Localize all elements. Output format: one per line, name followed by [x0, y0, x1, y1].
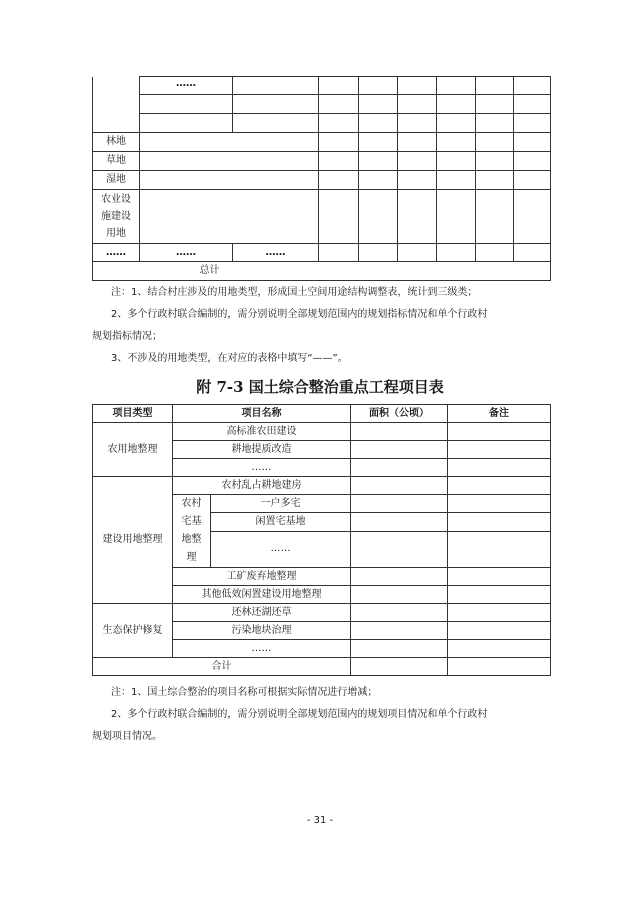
- table-cell: [437, 114, 476, 133]
- table-row: [93, 133, 551, 152]
- table-row: [93, 262, 551, 281]
- table-row: [93, 152, 551, 171]
- agri-line: 用地: [106, 228, 126, 239]
- item-cell: 一户多宅: [211, 495, 351, 513]
- table-cell: [140, 77, 233, 95]
- table-cell: [476, 190, 514, 244]
- table-cell: [351, 459, 448, 477]
- table-cell: [359, 77, 398, 95]
- table-cell: [448, 459, 551, 477]
- type-cell: 农用地整理: [93, 423, 173, 477]
- homestead-line: 宅基: [181, 516, 202, 527]
- table-cell: [398, 133, 437, 152]
- table-cell: [351, 604, 448, 622]
- table-row: [93, 604, 551, 622]
- item-cell: 还林还湖还草: [173, 604, 351, 622]
- homestead-line: 理: [186, 552, 197, 563]
- item-cell: ……: [173, 640, 351, 658]
- table-cell: [398, 190, 437, 244]
- table-cell: [140, 190, 319, 244]
- table-cell: [351, 531, 448, 568]
- table-cell: [448, 586, 551, 604]
- table-cell: [514, 171, 551, 190]
- table-cell: [359, 95, 398, 114]
- table-cell: [476, 133, 514, 152]
- note-5b: 规划项目情况。: [92, 731, 162, 742]
- table-cell: [448, 477, 551, 495]
- table-cell: [359, 133, 398, 152]
- table-cell: [437, 95, 476, 114]
- table-cell: [140, 114, 233, 133]
- table-cell: [514, 152, 551, 171]
- type-cell: 生态保护修复: [93, 604, 173, 658]
- table-cell: [93, 77, 140, 133]
- table-cell: [448, 640, 551, 658]
- table-cell: [448, 441, 551, 459]
- table-cell: [448, 568, 551, 586]
- page-number: - 31 -: [306, 815, 334, 826]
- table-cell: [476, 95, 514, 114]
- table-cell: [359, 244, 398, 262]
- table-cell: [514, 114, 551, 133]
- item-cell: 耕地提质改造: [173, 441, 351, 459]
- item-cell: 工矿废弃地整理: [173, 568, 351, 586]
- table-cell: [351, 640, 448, 658]
- table-cell: [514, 77, 551, 95]
- table-cell: [476, 114, 514, 133]
- table-cell: [514, 244, 551, 262]
- project-table: [92, 404, 551, 676]
- table-row: [93, 658, 551, 676]
- table-row: [93, 423, 551, 441]
- table-cell: [140, 152, 319, 171]
- table-cell: [319, 77, 359, 95]
- item-cell: ……: [173, 459, 351, 477]
- ellipsis-cell: ……: [140, 244, 233, 262]
- table-cell: [448, 423, 551, 441]
- table-cell: [514, 133, 551, 152]
- total-row: [93, 262, 551, 281]
- item-cell: 高标准农田建设: [173, 423, 351, 441]
- table-cell: [140, 95, 233, 114]
- table-row: [93, 477, 551, 495]
- note-3: 3、不涉及的用地类型，在对应的表格中填写“——”。: [111, 353, 348, 364]
- table-cell: [319, 152, 359, 171]
- table-cell: [233, 95, 319, 114]
- table-cell: [319, 114, 359, 133]
- table-cell: [359, 114, 398, 133]
- table-cell: [319, 244, 359, 262]
- homestead-line: 农村: [181, 498, 202, 509]
- ellipsis-cell: ……: [233, 244, 319, 262]
- table-cell: [398, 77, 437, 95]
- table-cell: [448, 658, 551, 676]
- table-cell: [351, 622, 448, 640]
- ellipsis-text: ……: [176, 78, 196, 89]
- item-cell: 农村乱占耕地建房: [173, 477, 351, 495]
- table-cell: [476, 244, 514, 262]
- note-1: 注：1、结合村庄涉及的用地类型，形成国土空间用途结构调整表，统计到三级类；: [111, 287, 478, 298]
- item-cell: 闲置宅基地: [211, 513, 351, 531]
- table-cell: [398, 171, 437, 190]
- item-cell: 污染地块治理: [173, 622, 351, 640]
- table-cell: [437, 190, 476, 244]
- total-label: 总计: [199, 265, 220, 276]
- table-cell: [448, 622, 551, 640]
- row-label: 湿地: [93, 171, 140, 190]
- table-cell: [448, 531, 551, 568]
- table-cell: [437, 133, 476, 152]
- table-cell: [437, 244, 476, 262]
- table-cell: [140, 171, 319, 190]
- type-cell: 建设用地整理: [93, 477, 173, 604]
- total-cell: 合计: [93, 658, 351, 676]
- agri-line: 农业设: [101, 194, 131, 205]
- table-cell: [437, 171, 476, 190]
- table-cell: [448, 513, 551, 531]
- table-cell: [351, 477, 448, 495]
- table-cell: [319, 190, 359, 244]
- item-cell: ……: [211, 531, 351, 568]
- table-cell: [319, 95, 359, 114]
- table-cell: [398, 95, 437, 114]
- row-label: 草地: [93, 152, 140, 171]
- ellipsis-cell: ……: [93, 244, 140, 262]
- table-cell: [351, 658, 448, 676]
- row-label: 林地: [93, 133, 140, 152]
- table-cell: [448, 604, 551, 622]
- table-row: [93, 114, 551, 133]
- homestead-line: 地整: [181, 534, 202, 545]
- land-use-table: [92, 76, 551, 281]
- table-cell: [319, 133, 359, 152]
- note-2b: 规划指标情况；: [92, 331, 162, 342]
- table-cell: [319, 171, 359, 190]
- table-cell: [351, 495, 448, 513]
- table-header-row: [93, 405, 551, 423]
- table-cell: [514, 190, 551, 244]
- row-label-agri: [93, 190, 140, 244]
- table-cell: [351, 441, 448, 459]
- header-cell: 项目类型: [93, 405, 173, 423]
- table-cell: [476, 152, 514, 171]
- header-cell: 面积（公顷）: [351, 405, 448, 423]
- table-cell: [351, 423, 448, 441]
- table-cell: [359, 171, 398, 190]
- table-cell: [437, 152, 476, 171]
- table-cell: [351, 586, 448, 604]
- table-row: [93, 244, 551, 262]
- table-cell: [448, 495, 551, 513]
- table-cell: [351, 513, 448, 531]
- table-title: 附 7-3 国土综合整治重点工程项目表: [196, 378, 444, 396]
- note-2a: 2、多个行政村联合编制的，需分别说明全部规划范围内的规划指标情况和单个行政村: [111, 309, 488, 320]
- table-row: [93, 190, 551, 244]
- homestead-label: [173, 495, 211, 568]
- table-cell: [476, 171, 514, 190]
- table-row: [93, 95, 551, 114]
- table-cell: [437, 77, 476, 95]
- table-row: [93, 77, 551, 95]
- table-cell: [359, 152, 398, 171]
- table-cell: [398, 244, 437, 262]
- table-cell: [140, 133, 319, 152]
- table-cell: [398, 152, 437, 171]
- header-cell: 备注: [448, 405, 551, 423]
- table-cell: [351, 568, 448, 586]
- table-cell: [398, 114, 437, 133]
- note-5a: 2、多个行政村联合编制的，需分别说明全部规划范围内的规划项目情况和单个行政村: [111, 709, 488, 720]
- table-cell: [233, 77, 319, 95]
- table-cell: [233, 114, 319, 133]
- table-cell: [359, 190, 398, 244]
- table-cell: [476, 77, 514, 95]
- item-cell: 其他低效闲置建设用地整理: [173, 586, 351, 604]
- table-cell: [514, 95, 551, 114]
- agri-line: 施建设: [101, 211, 131, 222]
- table-row: [93, 171, 551, 190]
- note-4: 注：1、国土综合整治的项目名称可根据实际情况进行增减；: [111, 687, 378, 698]
- header-cell: 项目名称: [173, 405, 351, 423]
